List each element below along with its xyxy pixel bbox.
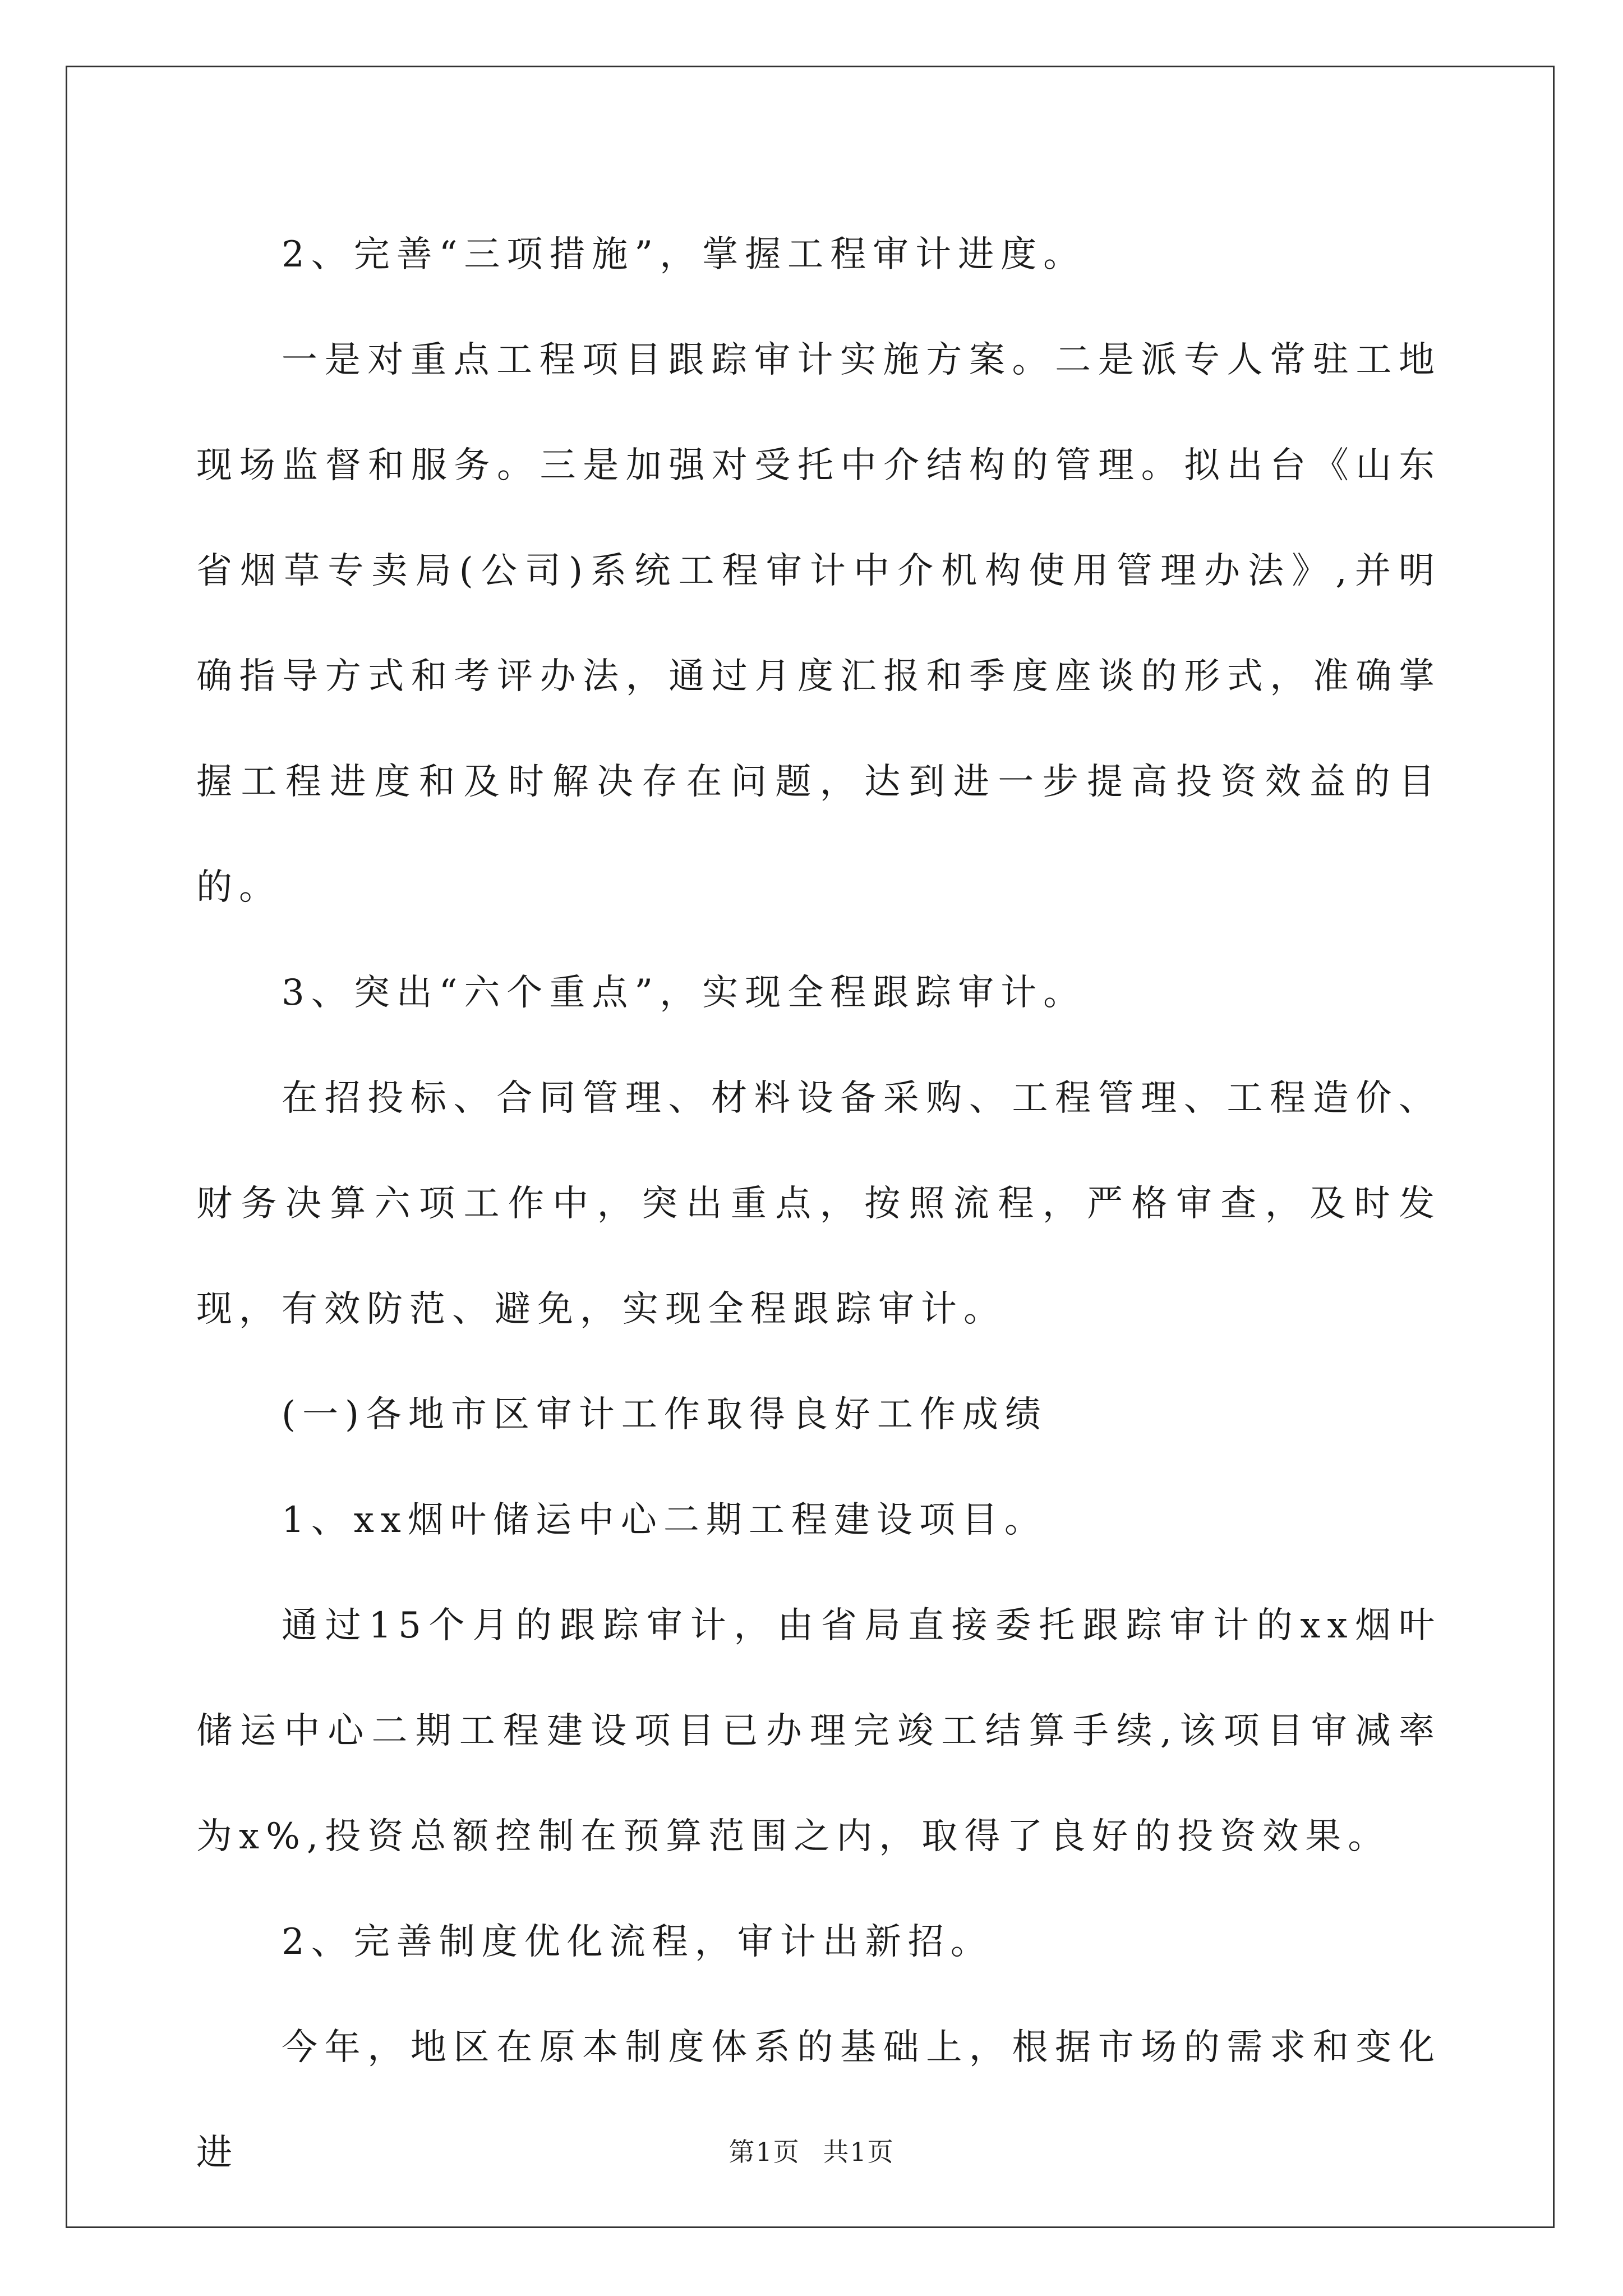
document-body	[196, 202, 1441, 2206]
paragraph: 3、突出“六个重点”，实现全程跟踪审计。	[282, 972, 1086, 1014]
paragraph: 2、完善“三项措施”，掌握工程审计进度。	[282, 234, 1086, 275]
paragraph: 通过15个月的跟踪审计，由省局直接委托跟踪审计的xx烟叶储运中心二期工程建设项目已办理完竣工结算手续,该项目审减率为x%,投资总额控制在预算范围之内，取得了良好的投资效果。	[196, 1605, 1441, 1857]
page-footer	[0, 2132, 1623, 2169]
page-number: 第1页	[728, 2137, 800, 2167]
paragraph: 1、xx烟叶储运中心二期工程建设项目。	[282, 1499, 1047, 1541]
paragraph: 今年，地区在原本制度体系的基础上，根据市场的需求和变化进	[196, 2027, 1441, 2174]
page-total: 共1页	[823, 2137, 895, 2167]
paragraph: 在招投标、合同管理、材料设备采购、工程管理、工程造价、财务决算六项工作中，突出重点，按照流程，严格审查，及时发现，有效防范、避免，实现全程跟踪审计。	[196, 1078, 1441, 1330]
paragraph: 2、完善制度优化流程，审计出新招。	[282, 1921, 993, 1963]
paragraph: (一)各地市区审计工作取得良好工作成绩	[282, 1394, 1048, 1435]
paragraph: 一是对重点工程项目跟踪审计实施方案。二是派专人常驻工地现场监督和服务。三是加强对受托中介结构的管理。拟出台《山东省烟草专卖局(公司)系统工程审计中介机构使用管理办法》,并明确指导方式和考评办法，通过月度汇报和季度座谈的形式，准确掌握工程进度和及时解决存在问题，达到进一步提高投资效益的目的。	[196, 339, 1441, 908]
